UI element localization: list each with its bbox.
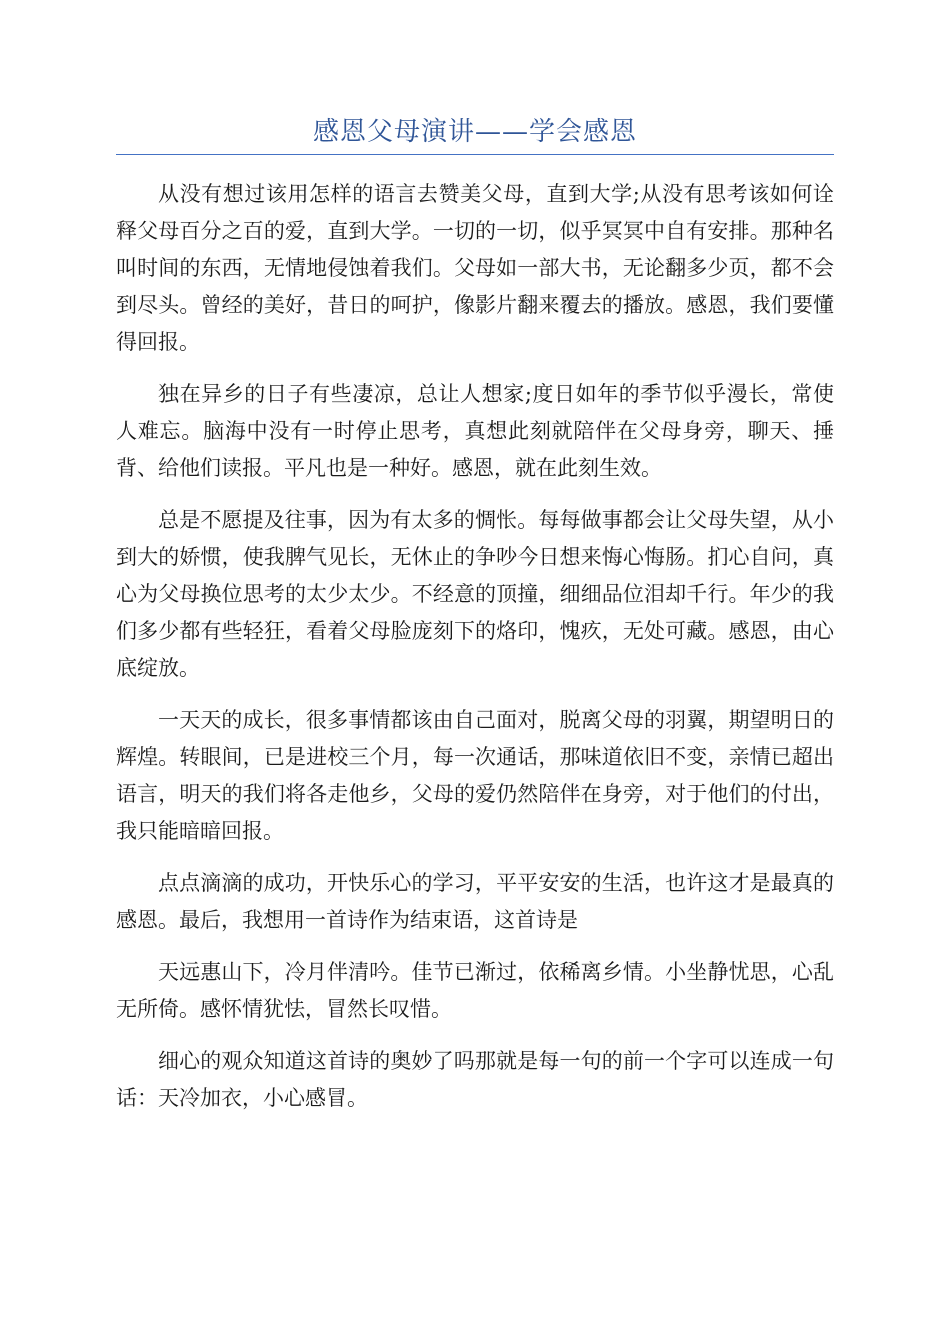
poem-paragraph: 天远惠山下，冷月伴清吟。佳节已渐过，依稀离乡情。小坐静忧思，心乱无所倚。感怀情犹怯，冒然长叹惜。 bbox=[116, 960, 834, 1021]
document-title: 感恩父母演讲——学会感恩 bbox=[312, 117, 637, 147]
paragraph-2: 独在异乡的日子有些凄凉，总让人想家;度日如年的季节似乎漫长，常使人难忘。脑海中没有一时停止思考，真想此刻就陪伴在父母身旁，聊天、捶背、给他们读报。平凡也是一种好。感恩，就在此刻生效。 bbox=[116, 382, 834, 480]
paragraph-7: 细心的观众知道这首诗的奥妙了吗那就是每一句的前一个字可以连成一句话：天冷加衣，小心感冒。 bbox=[116, 1049, 834, 1110]
title-underline bbox=[116, 154, 834, 155]
paragraph-1: 从没有想过该用怎样的语言去赞美父母，直到大学;从没有思考该如何诠释父母百分之百的爱，直到大学。一切的一切，似乎冥冥中自有安排。那种名叫时间的东西，无情地侵蚀着我们。父母如一部大书，无论翻多少页，都不会到尽头。曾经的美好，昔日的呵护，像影片翻来覆去的播放。感恩，我们要懂得回报。 bbox=[116, 182, 834, 354]
paragraph-3: 总是不愿提及往事，因为有太多的惆怅。每每做事都会让父母失望，从小到大的娇惯，使我脾气见长，无休止的争吵今日想来悔心悔肠。扪心自问，真心为父母换位思考的太少太少。不经意的顶撞，细细品位泪却千行。年少的我们多少都有些轻狂，看着父母脸庞刻下的烙印，愧疚，无处可藏。感恩，由心底绽放。 bbox=[116, 508, 834, 680]
paragraph-5: 点点滴滴的成功，开快乐心的学习，平平安安的生活，也许这才是最真的感恩。最后，我想用一首诗作为结束语，这首诗是 bbox=[116, 871, 834, 932]
document-body bbox=[116, 176, 834, 1132]
paragraph-4: 一天天的成长，很多事情都该由自己面对，脱离父母的羽翼，期望明日的辉煌。转眼间，已是进校三个月，每一次通话，那味道依旧不变，亲情已超出语言，明天的我们将各走他乡，父母的爱仍然陪伴在身旁，对于他们的付出，我只能暗暗回报。 bbox=[116, 708, 834, 843]
